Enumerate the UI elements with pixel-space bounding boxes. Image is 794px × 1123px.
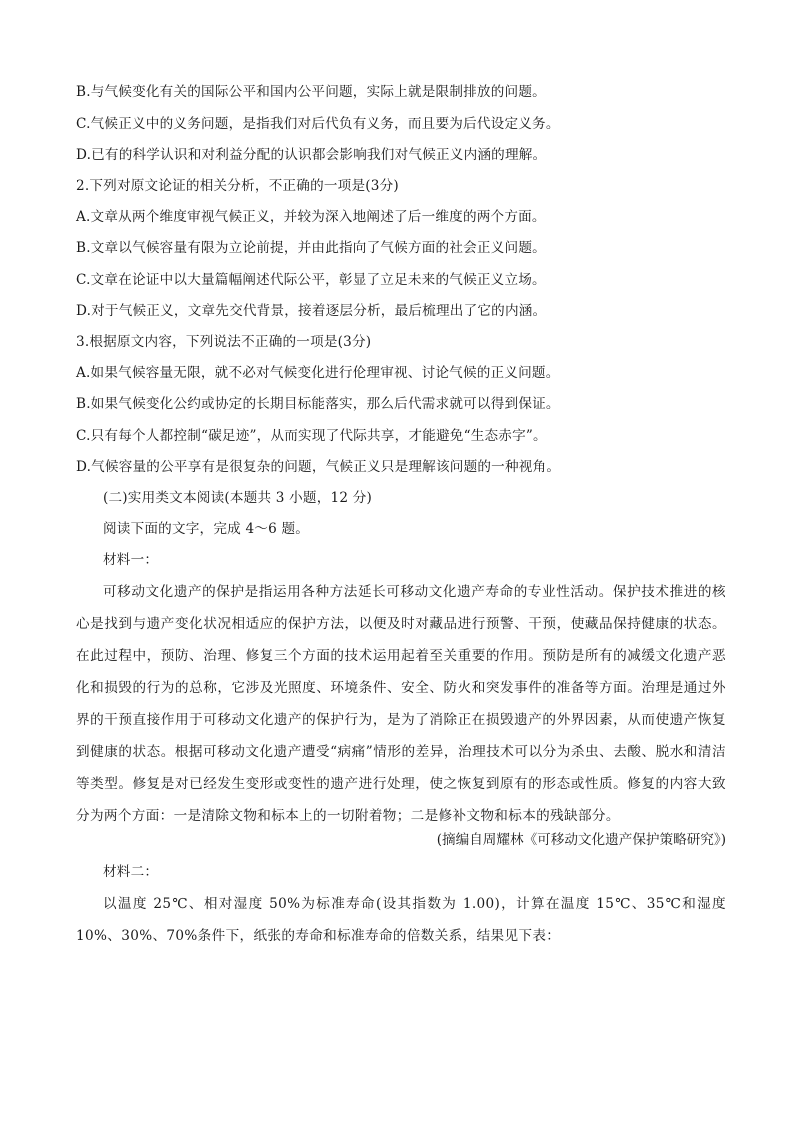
q2-option-b: B.文章以气候容量有限为立论前提，并由此指向了气候方面的社会正义问题。 <box>76 240 546 256</box>
section-instruction: 阅读下面的文字，完成 4～6 题。 <box>103 521 310 537</box>
q1-option-d: D.已有的科学认识和对利益分配的认识都会影响我们对气候正义内涵的理解。 <box>76 147 547 163</box>
material2-paragraph: 以温度 25℃、相对湿度 50%为标准寿命(设其指数为 1.00)，计算在温度 15℃、35℃和湿度 10%、30%、70%条件下，纸张的寿命和标准寿命的倍数关系，结果见下表： <box>76 896 726 944</box>
q3-option-d: D.气候容量的公平享有是很复杂的问题，气候正义只是理解该问题的一种视角。 <box>76 459 561 475</box>
q3-option-b: B.如果气候变化公约或协定的长期目标能落实，那么后代需求就可以得到保证。 <box>76 396 560 412</box>
section-heading: (二)实用类文本阅读(本题共 3 小题，12 分) <box>103 490 373 506</box>
q3-stem: 3.根据原文内容，下列说法不正确的一项是(3分) <box>76 334 372 350</box>
material1-label: 材料一： <box>103 552 159 568</box>
q3-option-a: A.如果气候容量无限，就不必对气候变化进行伦理审视、讨论气候的正义问题。 <box>76 365 560 381</box>
material1-source: (摘编自周耀林《可移动文化遗产保护策略研究》) <box>436 832 726 848</box>
q2-option-c: C.文章在论证中以大量篇幅阐述代际公平，彰显了立足未来的气候正义立场。 <box>76 272 546 288</box>
q3-option-c: C.只有每个人都控制“碳足迹”，从而实现了代际共享，才能避免“生态赤字”。 <box>76 428 547 444</box>
q2-option-a: A.文章从两个维度审视气候正义，并较为深入地阐述了后一维度的两个方面。 <box>76 209 546 225</box>
q2-option-d: D.对于气候正义，文章先交代背景，接着逐层分析，最后梳理出了它的内涵。 <box>76 303 547 319</box>
q1-option-b: B.与气候变化有关的国际公平和国内公平问题，实际上就是限制排放的问题。 <box>76 84 546 100</box>
q1-option-c: C.气候正义中的义务问题，是指我们对后代负有义务，而且要为后代设定义务。 <box>76 116 560 132</box>
material2-label: 材料二： <box>103 864 159 880</box>
q2-stem: 2.下列对原文论证的相关分析，不正确的一项是(3分) <box>76 178 399 194</box>
material1-paragraph: 可移动文化遗产的保护是指运用各种方法延长可移动文化遗产寿命的专业性活动。保护技术推进的核心是找到与遗产变化状况相适应的保护方法，以便及时对藏品进行预警、干预，使藏品保持健康的状态。在此过程中，预防、治理、修复三个方面的技术运用起着至关重要的作用。预防是所有的减缓文化遗产恶化和损毁的行为的总称，它涉及光照度、环境条件、安全、防火和突发事件的准备等方面。治理是通过外界的干预直接作用于可移动文化遗产的保护行为，是为了消除正在损毁遗产的外界因素，从而使遗产恢复到健康的状态。根据可移动文化遗产遭受“病痛”情形的差异，治理技术可以分为杀虫、去酸、脱水和清洁等类型。修复是对已经发生变形或变性的遗产进行处理，使之恢复到原有的形态或性质。修复的内容大致分为两个方面：一是清除文物和标本上的一切附着物；二是修补文物和标本的残缺部分。 <box>76 584 726 824</box>
